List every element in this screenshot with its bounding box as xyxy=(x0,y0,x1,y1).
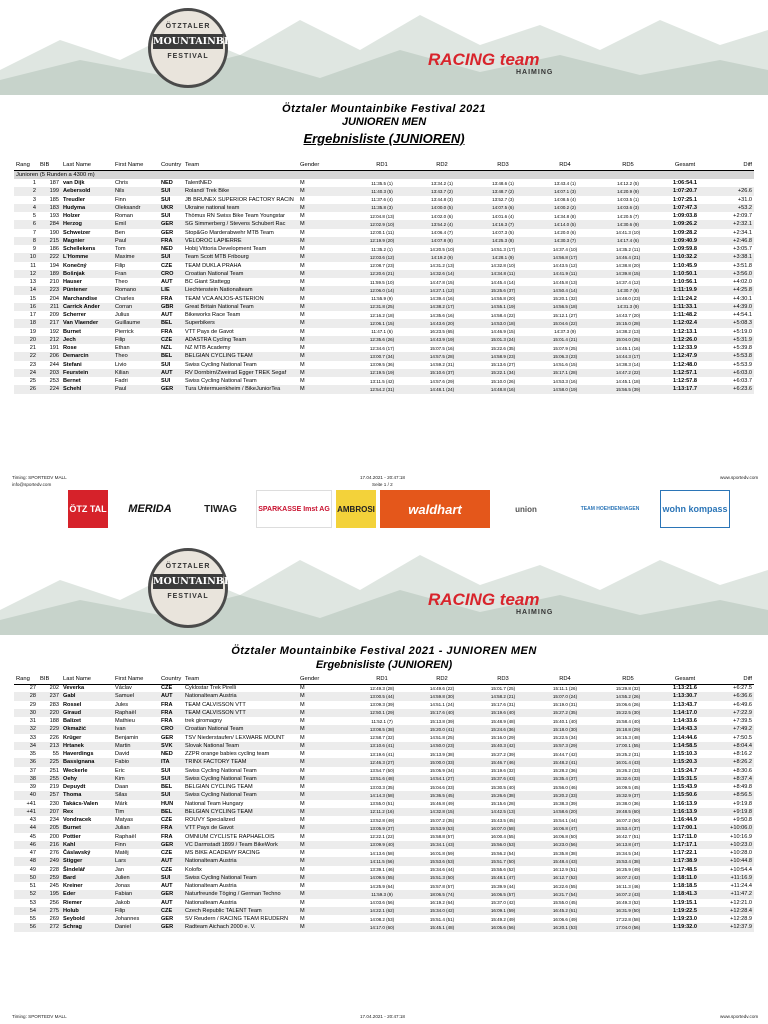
table-row: 54 275 Holub Filip CZE Czech Republic TALENT Team M 14:22.1 (62) 15:34.0 (42) 16:09.1 (59) 16:45.2 (61) 16:31.9 (50) 1:19:22.5 +12:28.4 xyxy=(14,907,754,915)
table-row: 12 189 Bošnjak Fran CRO Croatian National Team M 12:20.6 (21) 14:32.6 (14) 14:34.8 (11) 14:41.9 (11) 14:39.8 (15) 1:10:50.1 +3:56.0 xyxy=(14,270,754,278)
table-row: 35 55 Haverdings David NED ZZPR orange babies cycling team M 13:19.6 (41) 15:13.9 (38) 15:27.2 (39) 15:44.7 (42) 15:25.2 (31) 1:15:10.3 +8:16.2 xyxy=(29,751,752,758)
footer-url: www.sportedv.com xyxy=(720,475,759,480)
table-row: 9 186 Schellekens Tom NED Hobij Vittoria Development Team M 11:35.2 (1) 14:20.5 (10) 14:51.3 (17) 14:37.4 (10) 14:35.2 (11) 1:09:59.8 +3:05.7 xyxy=(32,246,752,253)
table-row: 37 251 Weckerle Eric SUI Swiss Cycling National Team M 13:54.7 (50) 15:05.9 (34) 15:19.6 (32) 15:28.2 (36) 15:26.2 (33) 1:15:24.7 +8:30.6 xyxy=(29,767,752,774)
ambrosi-logo: AMBROSI xyxy=(336,490,376,528)
oetztal-logo: ÖTZ TAL xyxy=(68,490,108,528)
table-row: 47 276 Čáslavský Matěj CZE MS BIKE ACADEMY RACING M 14:13.6 (58) 16:01.8 (59) 15:56.2 (54) 15:35.8 (38) 15:34.5 (34) 1:17:22.1 +10:28.0 xyxy=(29,850,752,857)
page1-heading: Ergebnisliste (JUNIOREN) xyxy=(303,131,465,146)
table-row: 16 211 Carrick Ander Corran GBR Great Britain National Team M 12:31.8 (25) 14:38.2 (17) 14:55.1 (19) 14:56.5 (18) 14:31.3 (9) 1:11:33.1 +4:39.0 xyxy=(14,303,754,311)
table-row: 39 219 Depuydt Daan BEL BELGIAN CYCLING TEAM M 13:03.3 (35) 15:04.6 (33) 15:30.5 (40) 15:56.0 (46) 16:09.5 (45) 1:15:43.9 +8:49.8 xyxy=(29,784,752,791)
table-row: 48 249 Stigger Lars AUT Nationalteam Austria M 14:11.5 (56) 15:53.6 (53) 15:51.7 (50) 15:48.4 (43) 15:53.4 (38) 1:17:38.9 +10:44.8 xyxy=(14,857,754,865)
table-row: 38 255 Oehy Kim SUI Swiss Cycling National Team M 13:51.6 (48) 14:54.1 (27) 15:37.6 (43) 15:35.4 (37) 15:32.6 (33) 1:15:31.5 +8:37.4 xyxy=(14,775,754,783)
table-row: 6 284 Herzog Emil GER SG Simmerberg / Stevens Schubert Rac M 12:02.9 (10) 13:54.2 (4) 14:16.3 (7) 14:14.0 (5) 14:30.6 (9) 1:09:26.2 +2:32.1 xyxy=(14,220,754,228)
table-row: 33 226 Krüger Benjamin GER TSV Niederstaufen/ LEXWARE MOUNT M 12:58.7 (32) 14:51.8 (25) 15:16.0 (29) 15:22.5 (34) 16:15.3 (48) 1:14:44.6 +7:50.5 xyxy=(29,734,752,741)
table-row: 24 203 Feurstein Kilian AUT RV Dornbirn/Zweirad Egger TREK Segaf M 12:19.5 (19) 15:10.6 (37) 15:22.1 (34) 15:17.1 (28) 14:47.2 (22) 1:12:57.1 +6:03.0 xyxy=(14,369,754,377)
page2-title: Ötztaler Mountainbike Festival 2021 - JUNIOREN MEN xyxy=(231,645,537,657)
footer-date: 17.04.2021 - 20:47:18 xyxy=(360,1014,405,1019)
table-row: 52 195 Eder Fabian GER Naturfreunde Töging / German Techno M 11:59.3 (9) 18:06.5 (74) 16:06.5 (57) 16:21.7 (54) 16:07.2 (43) 1:18:41.3 +11:47.2 xyxy=(14,890,754,898)
page2-banner xyxy=(0,540,768,635)
table-row: 19 192 Burnet Pierrick FRA VTT Pays de Gavot M 11:47.1 (6) 16:23.5 (65) 14:46.9 (15) 14:37.3 (9) 14:38.2 (13) 1:12:13.1 +5:19.0 xyxy=(29,328,752,335)
category-row: Junioren (5 Runden a 4300 m) xyxy=(14,170,754,179)
festival-logo: ÖTZTALER MOUNTAINBIKE FESTIVAL xyxy=(148,548,228,628)
table-row: 3 185 Treudler Finn SUI JB BRUNEX SUPERIOR FACTORY RACIN M 11:37.6 (4) 13:44.8 (3) 13:52.7 (3) 14:08.5 (4) 14:03.5 (1) 1:07:25.1 +31.0 xyxy=(32,196,752,203)
table-row: 45 200 Pottier Raphaël FRA OMNIUM CYCLISTE RAPHAELOIS M 12:22.1 (22) 15:58.8 (57) 16:00.4 (55) 16:06.8 (50) 16:42.7 (51) 1:17:11.0 +10:16.9 xyxy=(29,833,752,840)
table-row: 1 187 van Dijk Chris NED TalentNED M 11:35.5 (1) 13:34.2 (1) 13:48.6 (1) 13:43.4 (1) 14:12.2 (5) 1:06:54.1 xyxy=(32,180,697,187)
table-row: 2 199 Aebersold Nils SUI Roland/ Trek Bike M 11:40.3 (5) 13:43.7 (2) 13:48.7 (2) 14:07.1 (3) 14:20.9 (9) 1:07:20.7 +26.6 xyxy=(14,187,754,195)
table-row: 13 210 Hauser Theo AUT BC Giant Stattegg M 11:59.5 (10) 14:47.8 (15) 14:45.4 (14) 14:45.8 (13) 14:37.4 (12) 1:10:56.1 +4:02.0 xyxy=(29,279,752,286)
table-row: 10 222 L'Homme Maxime SUI Team Scott MTB Fribourg M 12:03.6 (12) 14:19.2 (9) 14:28.1 (9) 14:56.8 (17) 14:46.4 (21) 1:10:32.2 +3:38.1 xyxy=(14,253,754,261)
racing-team-logo: RACING team HAIMING xyxy=(428,590,554,616)
wohnkompass-logo: wohn kompass xyxy=(660,490,730,528)
table-row: 31 188 Balízet Mathieu FRA trek giromagny M 11:52.1 (7) 15:13.8 (39) 15:48.9 (48) 15:40.1 (40) 15:58.4 (40) 1:14:33.6 +7:39.5 xyxy=(29,718,752,725)
table-row: 27 202 Veverka Václav CZE Cyklostar Trek Pirelli M 12:49.3 (28) 14:49.6 (22) 15:01.7 (25) 15:11.1 (26) 15:29.8 (32) 1:13:21.6 +6:27.5 xyxy=(29,685,752,692)
footer-timing: Timing: SPORTEDV MALL xyxy=(12,1014,67,1019)
hoehdenhagen-logo: TEAM HOEHDENHAGEN xyxy=(580,506,640,512)
footer-timing: Timing: SPORTEDV MALL xyxy=(12,475,67,480)
table-row: 18 217 Van Vlaender Guillaume BEL Superbikers M 12:06.1 (15) 14:43.6 (20) 14:53.0 (18) 15:04.6 (22) 15:15.0 (28) 1:12:02.4 +5:08.3 xyxy=(14,319,754,327)
page1-banner xyxy=(0,0,768,95)
table-header: Rang BIB Last Name First Name Country Team Gender RD1 RD2 RD3 RD4 RD5 Gesamt Diff xyxy=(14,674,754,684)
footer-date: 17.04.2021 - 20:47:18 xyxy=(360,475,405,480)
results-table-page1 xyxy=(14,160,754,394)
table-row: 44 205 Burnet Julian FRA VTT Pays de Gavot M 13:05.9 (37) 15:53.9 (53) 16:07.0 (58) 16:06.8 (47) 15:53.4 (37) 1:17:00.1 +10:06.0 xyxy=(14,824,754,832)
table-row: 8 215 Magnier Paul FRA VELOROC LAPIERRE M 12:19.9 (20) 14:07.8 (8) 14:25.3 (8) 14:30.3 (7) 14:17.4 (6) 1:09:40.9 +2:46.8 xyxy=(14,237,754,245)
footer-email: info@sportedv.com xyxy=(12,482,52,487)
page1-subtitle: JUNIOREN MEN xyxy=(341,116,427,128)
waldhart-logo: waldhart xyxy=(380,490,490,528)
racing-team-logo: RACING team HAIMING xyxy=(428,50,554,76)
table-row: 25 253 Bernet Fadri SUI Swiss Cycling National Team M 13:11.5 (42) 14:57.6 (29) 15:10.0 (26) 14:53.3 (16) 14:45.1 (18) 1:12:57.8 +6:03.7 xyxy=(29,378,752,385)
table-row: 20 212 Jech Filip CZE ADASTRA Cycling Team M 12:35.6 (26) 14:43.9 (19) 15:01.3 (24) 15:01.4 (21) 15:04.0 (25) 1:12:26.0 +5:31.9 xyxy=(14,336,754,344)
mountain-background xyxy=(0,540,768,635)
table-row: 55 269 Seybold Johannes GER SV Reudern / RACING TEAM REUDERN M 14:08.2 (53) 15:51.4 (51) 15:49.2 (49) 16:06.6 (49) 17:22.8 (58) 1:19:23.0 +12:28.9 xyxy=(29,916,752,923)
table-row: 53 256 Riemer Jakob AUT Nationalteam Austria M 14:03.6 (56) 16:19.2 (64) 15:37.0 (42) 15:55.0 (45) 16:49.3 (52) 1:19:15.1 +12:21.0 xyxy=(29,899,752,906)
table-row: 51 245 Kreiner Jonas AUT Nationalteam Austria M 14:25.9 (64) 15:57.8 (57) 15:39.9 (44) 16:22.6 (55) 16:11.3 (46) 1:18:18.5 +11:24.4 xyxy=(29,883,752,890)
results-table-page2 xyxy=(14,674,754,932)
tiwag-logo: TIWAG xyxy=(204,503,237,515)
table-row: 40 257 Thoma Silas SUI Swiss Cycling National Team M 14:14.3 (58) 15:36.5 (45) 15:26.6 (38) 15:20.2 (33) 15:32.9 (37) 1:15:50.6 +8:56.5 xyxy=(14,791,754,799)
table-row: 30 220 Giraud Raphaël FRA TEAM CALVISSON VTT M 12:50.1 (29) 15:17.6 (40) 15:19.6 (40) 15:27.2 (35) 15:22.5 (30) 1:14:17.0 +7:22.9 xyxy=(14,709,754,717)
table-row: 46 216 Kahl Finn GER VC Darmstadt 1899 / Team BikeWork M 13:09.9 (40) 15:34.1 (43) 15:56.0 (53) 16:23.0 (56) 16:13.8 (47) 1:17:17.1 +10:23.0 xyxy=(14,841,754,849)
footer-page: Seite 1 / 2 xyxy=(372,482,393,487)
table-row: 7 190 Schweizer Ben GER Stop&Go Marderabwehr MTB Team M 12:00.1 (11) 14:06.4 (7) 14:07.3 (5) 14:20.0 (6) 14:41.3 (10) 1:09:28.2 +2:34.1 xyxy=(32,229,752,236)
footer-url: www.sportedv.com xyxy=(720,1014,759,1019)
table-row: 21 191 Rose Ethan NZL NZ MTB Academy M 12:34.6 (17) 15:07.5 (16) 15:22.6 (35) 15:07.9 (25) 14:45.1 (16) 1:12:33.9 +5:39.8 xyxy=(29,345,752,352)
page1-title: Ötztaler Mountainbike Festival 2021 xyxy=(282,103,486,115)
sparkasse-logo: SPARKASSE Imst AG xyxy=(256,490,332,528)
festival-logo: ÖTZTALER MOUNTAINBIKE FESTIVAL xyxy=(148,8,228,88)
table-row: 43 234 Vondracek Matyas CZE ROUVY Specialized M 13:52.8 (49) 15:07.2 (35) 15:43.5 (45) 15:54.1 (44) 16:07.2 (50) 1:16:44.9 +9:50.8 xyxy=(29,817,752,824)
table-row: 22 206 Demarcin Theo BEL BELGIAN CYCLING TEAM M 13:00.7 (34) 14:57.5 (28) 14:58.9 (23) 15:06.3 (23) 14:44.3 (17) 1:12:47.9 +5:53.8 xyxy=(14,352,754,360)
table-row: 11 194 Konečný Filip CZE TEAM DUKLA PRAHA M 12:08.7 (23) 14:31.2 (13) 14:32.8 (10) 14:43.5 (12) 14:38.8 (20) 1:10:45.9 +3:51.8 xyxy=(30,262,752,269)
union-logo: union xyxy=(515,504,537,514)
table-row: 50 259 Bard Julien SUI Swiss Cycling National Team M 14:09.5 (55) 15:51.3 (50) 15:48.1 (47) 16:12.7 (52) 16:07.2 (42) 1:18:11.0 +11:16.9 xyxy=(14,874,754,882)
table-row: 17 209 Scherrer Julius AUT Bikeworks Race Team M 12:16.2 (18) 14:35.6 (16) 14:58.4 (22) 15:12.1 (27) 14:43.7 (20) 1:11:48.2 +4:54.1 xyxy=(29,312,752,319)
mountain-background xyxy=(0,0,768,95)
table-header: Rang BIB Last Name First Name Country Team Gender RD1 RD2 RD3 RD4 RD5 Gesamt Diff xyxy=(14,160,754,170)
table-row: 29 283 Rossel Jules FRA TEAM CALVISSON VTT M 13:09.3 (39) 14:51.1 (24) 15:17.6 (31) 15:19.0 (31) 15:06.6 (26) 1:13:43.7 +6:49.6 xyxy=(29,701,752,708)
table-row: 32 229 Okmažić Ivan CRO Croatian National Team M 13:08.5 (38) 15:20.0 (41) 15:24.6 (36) 15:18.0 (30) 15:18.8 (29) 1:14:43.3 +7:49.2 xyxy=(14,725,754,733)
table-row: 23 244 Stefani Livio SUI Swiss Cycling National Team M 13:09.5 (36) 14:59.2 (31) 15:13.6 (27) 14:51.6 (15) 14:38.3 (14) 1:12:48.0 +5:53.9 xyxy=(29,361,752,368)
table-row: 34 213 Hrtanek Martin SVK Slovak National Team M 13:10.6 (41) 14:50.0 (23) 15:40.3 (42) 15:57.3 (29) 17:00.1 (55) 1:14:58.5 +8:04.4 xyxy=(14,742,754,750)
table-row: 4 183 Hudyma Oleksandr UKR Ukraine national team M 11:35.8 (3) 14:00.0 (5) 14:07.5 (6) 14:00.2 (2) 14:03.6 (3) 1:07:47.3 +53.2 xyxy=(14,204,754,212)
table-row: 49 228 Šindelář Jan CZE Kolofix M 13:39.1 (46) 15:34.6 (44) 15:55.6 (52) 16:12.9 (51) 16:25.9 (49) 1:17:48.5 +10:54.4 xyxy=(29,866,752,873)
table-row: 15 204 Marchandise Charles FRA TEAM VCA ANJOS-ASTERION M 11:55.9 (9) 14:39.4 (16) 14:55.8 (20) 15:20.1 (32) 14:48.0 (23) 1:11:24.2 +4:30.1 xyxy=(29,295,752,302)
page2-heading: Ergebnisliste (JUNIOREN) xyxy=(315,659,453,671)
table-row: 14 223 Püntener Romano LIE Liechtenstein Nationalteam M 12:06.0 (14) 14:27.1 (12) 15:25.6 (37) 14:50.4 (14) 14:30.7 (8) 1:11:19.9 +4:25.8 xyxy=(14,286,754,294)
table-row: +41 230 Takács-Valen Márk HUN National Team Hungary M 13:55.0 (51) 15:46.8 (49) 15:15.6 (28) 15:38.3 (39) 15:38.0 (36) 1:16:13.9 +9:19.8 xyxy=(26,800,752,807)
table-row: 28 237 Gabl Samuel AUT Nationalteam Austria M 13:00.5 (44) 14:59.8 (30) 14:58.2 (21) 15:07.0 (24) 14:55.2 (26) 1:13:30.7 +6:36.6 xyxy=(14,692,754,700)
table-row: 36 225 Bassignana Fabio ITA TRINX FACTORY TEAM M 12:46.3 (27) 15:00.0 (33) 15:46.7 (46) 15:48.2 (41) 16:01.4 (43) 1:15:20.3 +8:26.2 xyxy=(14,758,754,766)
table-row: 56 272 Schrag Daniel GER Radteam Aichach 2000 e. V. M 14:17.0 (60) 15:45.1 (48) 16:05.6 (56) 16:20.1 (53) 17:04.0 (56) 1:19:32.0 +12:37.9 xyxy=(14,923,754,931)
table-row: 5 193 Holzer Roman SUI Thömus RN Swiss Bike Team Youngstar M 12:04.8 (13) 14:02.0 (6) 14:01.6 (4) 14:34.8 (8) 14:20.5 (7) 1:09:03.8 +2:09.7 xyxy=(32,213,752,220)
table-row: 26 224 Schehl Paul GER Tura Untermuenkheim / BikeJuniorTea M 12:54.2 (31) 14:48.1 (24) 14:48.8 (16) 14:58.0 (19) 15:56.5 (39) 1:13:17.7 +6:23.6 xyxy=(14,385,754,393)
table-row: +41 207 Rex Tim BEL BELGIAN CYCLING TEAM M 12:11.2 (16) 14:32.8 (15) 14:42.5 (13) 14:58.6 (20) 19:48.5 (60) 1:16:13.9 +9:19.8 xyxy=(14,808,754,816)
merida-logo: MERIDA xyxy=(128,503,172,515)
sponsor-bar xyxy=(60,487,740,532)
